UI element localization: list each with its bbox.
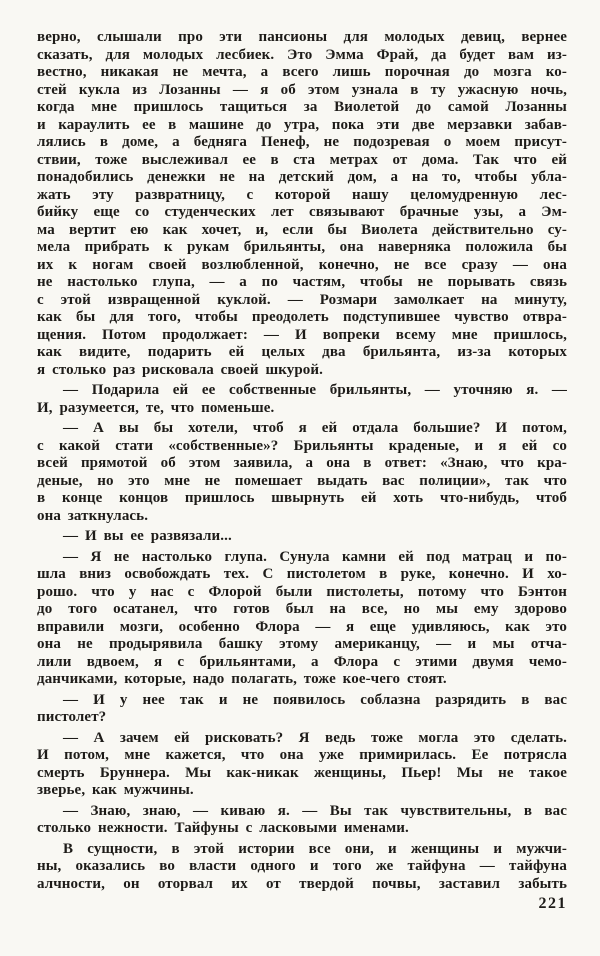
text-line: в конце концов пришлось швырнуть ей хоть что-нибудь, чтоб <box>37 490 567 506</box>
text-line: деные, но это мне не помешает выдать вас полиции», так что <box>37 472 567 489</box>
text-line: алчности, он оторвал их от твердой почвы, заставил забыть <box>37 875 567 892</box>
paragraph <box>37 692 567 727</box>
text-line: до того осатанел, что готов был на все, но мы ему здорово <box>37 601 567 617</box>
text-line: шла вниз освобождать тех. С пистолетом в руке, конечно. И хо- <box>37 566 567 582</box>
text-line: лялись в доме, а бедняга Пенеф, не подозревая о моем присут- <box>37 134 567 150</box>
text-line: как бы для того, чтобы преодолеть подступившее чувство отвра- <box>37 309 567 325</box>
text-line: В сущности, в этой истории все они, и женщины и мужчи- <box>63 840 567 857</box>
text-line: с этой извращенной куклой. — Розмари замолкает на минуту, <box>37 291 567 308</box>
text-line: щения. Потом продолжает: — И вопреки всему мне пришлось, <box>37 326 567 343</box>
text-line: она не продырявила башку этому американцу, — и мы отча- <box>37 636 567 652</box>
paragraph <box>37 29 567 379</box>
text-line: рошо. что у нас с Флорой были пистолеты, потому что Бэнтон <box>37 583 567 600</box>
text-line: когда мне пришлось тащиться за Виолетой до самой Лозанны <box>37 99 567 115</box>
paragraph <box>37 382 567 417</box>
paragraph <box>37 803 567 838</box>
text-line: И потом, мне кажется, что она уже примирилась. Ее потрясла <box>37 747 567 763</box>
text-line: с какой стати «собственные»? Брильянты краденые, и я ей со <box>37 437 567 454</box>
page-text <box>37 29 567 893</box>
text-line: — А вы бы хотели, чтоб я ей отдала большие? И потом, <box>63 420 567 436</box>
text-line: я столько раз рисковала своей шкурой. <box>37 361 324 378</box>
text-line: — Подарила ей ее собственные брильянты, — уточняю я. — <box>63 382 567 398</box>
text-line: зверье, как мужчины. <box>37 782 194 798</box>
text-line: — Я не настолько глупа. Сунула камни ей под матрац и по- <box>63 548 567 565</box>
text-line: верно, слышали про эти пансионы для молодых девиц, вернее <box>37 29 567 45</box>
text-line: бийку еще со студенческих лет связывают брачные узы, а Эм- <box>37 204 567 220</box>
paragraph <box>37 549 567 689</box>
text-line: — А зачем ей рисковать? Я ведь тоже могла это сделать. <box>63 729 567 746</box>
paragraph <box>37 528 567 546</box>
text-line: — И вы ее развязали... <box>63 528 232 544</box>
text-line: столько нежности. Тайфуны с ласковыми именами. <box>37 820 409 836</box>
text-line: лили вдвоем, я с брильянтами, а Флора с этими двумя чемо- <box>37 653 567 670</box>
text-line: ны, оказались во власти одного и того же тайфуна — тайфуна <box>37 858 567 874</box>
text-line: всей прямотой об этом заявила, а она в ответ: «Знаю, что кра- <box>37 455 567 471</box>
text-line: мела прибрать к рукам брильянты, она наверняка положила бы <box>37 239 567 255</box>
text-line: жать эту развратницу, с которой нашу целомудренную лес- <box>37 186 567 203</box>
text-line: и караулить ее в машине до утра, пока эти две мерзавки забав- <box>37 116 567 133</box>
text-line: данчиками, которые, надо полагать, тоже кое-чего стоят. <box>37 671 447 687</box>
paragraph <box>37 730 567 800</box>
text-line: — И у нее так и не появилось соблазна разрядить в вас <box>63 691 567 708</box>
text-line: сказать, для молодых лесбиек. Это Эмма Фрай, да будет вам из- <box>37 46 567 63</box>
text-line: — Знаю, знаю, — киваю я. — Вы так чувствительны, в вас <box>63 802 567 819</box>
text-line: стей кукла из Лозанны — я об этом узнала в ту ужасную ночь, <box>37 81 567 98</box>
text-line: она заткнулась. <box>37 507 149 524</box>
text-line: понадобились денежки не на детский дом, а на то, чтобы убла- <box>37 169 567 185</box>
page-number: 221 <box>538 895 567 912</box>
text-line: не настолько глупа, — а по частям, чтобы не порывать связь <box>37 274 567 290</box>
text-line: пистолет? <box>37 709 107 725</box>
text-line: вправили мозги, особенно Флора — я еще удивляюсь, как это <box>37 618 567 635</box>
paragraph <box>37 841 567 894</box>
text-line: ствии, тоже выслеживал ее в ста метрах от дома. Так что ей <box>37 151 567 168</box>
text-line: смерть Бруннера. Мы как-никак женщины, Пьер! Мы не такое <box>37 764 567 781</box>
text-line: их к ногам своей возлюбленной, конечно, не все сразу — она <box>37 256 567 273</box>
text-line: вестно, никакая не мечта, а всего лишь порочная до мозга ко- <box>37 64 567 80</box>
text-line: ма вертит ею как хочет, и, если бы Виолета действительно су- <box>37 221 567 238</box>
text-line: И, разумеется, те, что поменьше. <box>37 399 275 416</box>
paragraph <box>37 420 567 525</box>
text-line: как видите, подарить ей целых два брильянта, из-за которых <box>37 344 567 360</box>
